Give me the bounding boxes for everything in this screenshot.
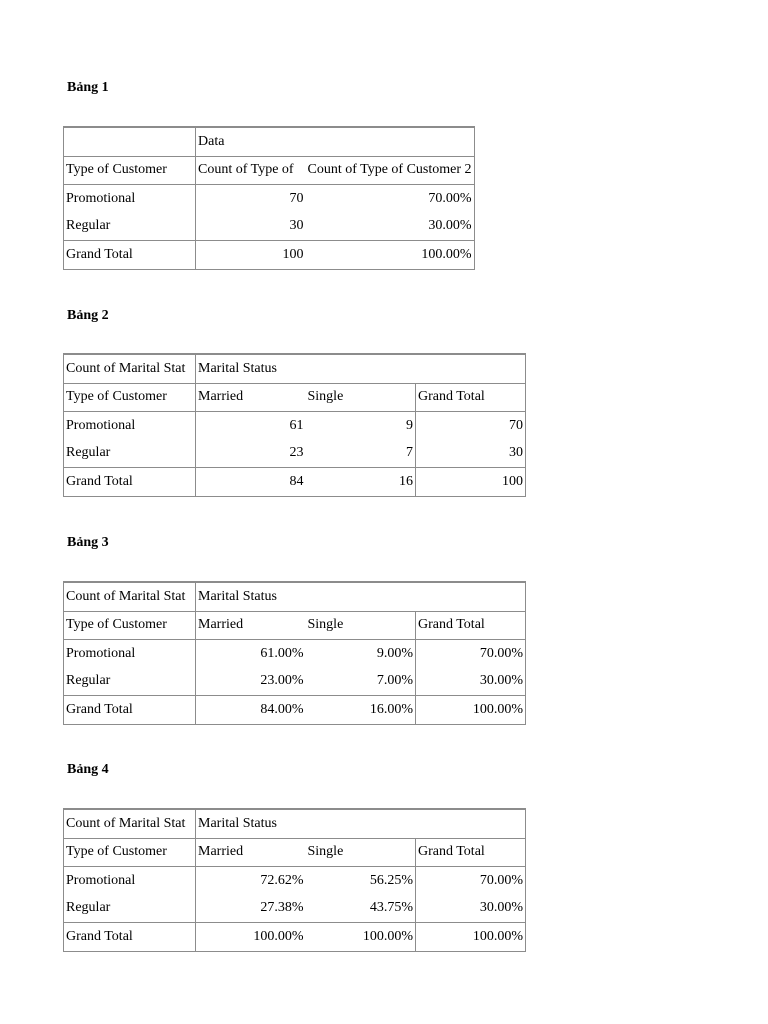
data-header: Data [196, 127, 306, 156]
cell-value: 70 [196, 185, 306, 213]
cell-value: 9 [306, 412, 416, 440]
column-header: Married [196, 611, 306, 640]
cell-value: 100.00% [196, 923, 306, 952]
table-2-title: Bảng 2 [67, 308, 109, 323]
row-label: Promotional [64, 640, 196, 668]
column-header: Grand Total [416, 838, 526, 867]
row-label: Promotional [64, 412, 196, 440]
row-field-header: Type of Customer [64, 156, 196, 185]
table-row [64, 185, 475, 213]
cell-value: 100 [416, 468, 526, 497]
row-field-header: Type of Customer [64, 611, 196, 640]
cell-value: 30.00% [306, 213, 475, 241]
grand-total-row [64, 696, 526, 725]
row-label: Grand Total [64, 696, 196, 725]
column-field-header: Marital Status [196, 582, 306, 611]
cell-value: 100.00% [306, 923, 416, 952]
cell-value: 70.00% [416, 867, 526, 895]
cell-value: 9.00% [306, 640, 416, 668]
cell-value: 7 [306, 440, 416, 468]
column-header: Count of Type of Customer 2 [306, 156, 475, 185]
row-label: Regular [64, 213, 196, 241]
cell-value: 16 [306, 468, 416, 497]
pivot-table-4 [63, 808, 526, 952]
table-row [64, 895, 526, 923]
row-label: Grand Total [64, 241, 196, 270]
corner-cell: Count of Marital Stat [64, 582, 196, 611]
grand-total-row [64, 468, 526, 497]
table-row [64, 213, 475, 241]
row-label: Grand Total [64, 923, 196, 952]
grand-total-row [64, 241, 475, 270]
cell-value: 30 [289, 218, 304, 234]
pivot-table-2 [63, 353, 526, 497]
corner-cell: Count of Marital Stat [64, 354, 196, 383]
row-label: Grand Total [64, 468, 196, 497]
cell-value: 7.00% [306, 668, 416, 696]
column-field-header: Marital Status [196, 354, 306, 383]
cell-value: 61.00% [196, 640, 306, 668]
table-4-title: Bảng 4 [67, 762, 109, 777]
column-header: Count of Type of [196, 156, 306, 185]
cell-value: 72.62% [196, 867, 306, 895]
corner-cell [64, 127, 196, 156]
column-header: Grand Total [416, 383, 526, 412]
corner-cell: Count of Marital Stat [64, 809, 196, 838]
table-row [64, 867, 526, 895]
grand-total-row [64, 923, 526, 952]
table-row [64, 640, 526, 668]
cell-value: 70 [416, 412, 526, 440]
column-header: Grand Total [416, 611, 526, 640]
cell-value: 23 [289, 445, 304, 461]
column-field-header: Marital Status [196, 809, 306, 838]
cell-value: 16.00% [306, 696, 416, 725]
cell-value: 27.38% [260, 900, 304, 916]
cell-value: 43.75% [306, 895, 416, 923]
table-1-title: Bảng 1 [67, 80, 109, 95]
column-header: Single [306, 383, 416, 412]
cell-value: 100 [196, 241, 306, 270]
column-header: Married [196, 383, 306, 412]
table-row [64, 412, 526, 440]
table-row [64, 440, 526, 468]
table-3-title: Bảng 3 [67, 535, 109, 550]
cell-value: 30.00% [416, 668, 526, 696]
cell-value: 70.00% [306, 185, 475, 213]
row-label: Regular [64, 895, 196, 923]
row-field-header: Type of Customer [64, 838, 196, 867]
row-label: Regular [64, 668, 196, 696]
column-header: Single [306, 838, 416, 867]
pivot-table-1 [63, 126, 475, 270]
cell-value: 100.00% [416, 923, 526, 952]
pivot-table-3 [63, 581, 526, 725]
row-label: Promotional [64, 867, 196, 895]
row-field-header: Type of Customer [64, 383, 196, 412]
table-row [64, 668, 526, 696]
cell-value: 30.00% [416, 895, 526, 923]
cell-value: 23.00% [260, 673, 304, 689]
cell-value: 84 [196, 468, 306, 497]
column-header: Single [306, 611, 416, 640]
row-label: Regular [64, 440, 196, 468]
cell-value: 84.00% [196, 696, 306, 725]
column-header: Married [196, 838, 306, 867]
cell-value: 30 [416, 440, 526, 468]
cell-value: 61 [196, 412, 306, 440]
cell-value: 70.00% [416, 640, 526, 668]
cell-value: 56.25% [306, 867, 416, 895]
row-label: Promotional [64, 185, 196, 213]
cell-value: 100.00% [306, 241, 475, 270]
cell-value: 100.00% [416, 696, 526, 725]
